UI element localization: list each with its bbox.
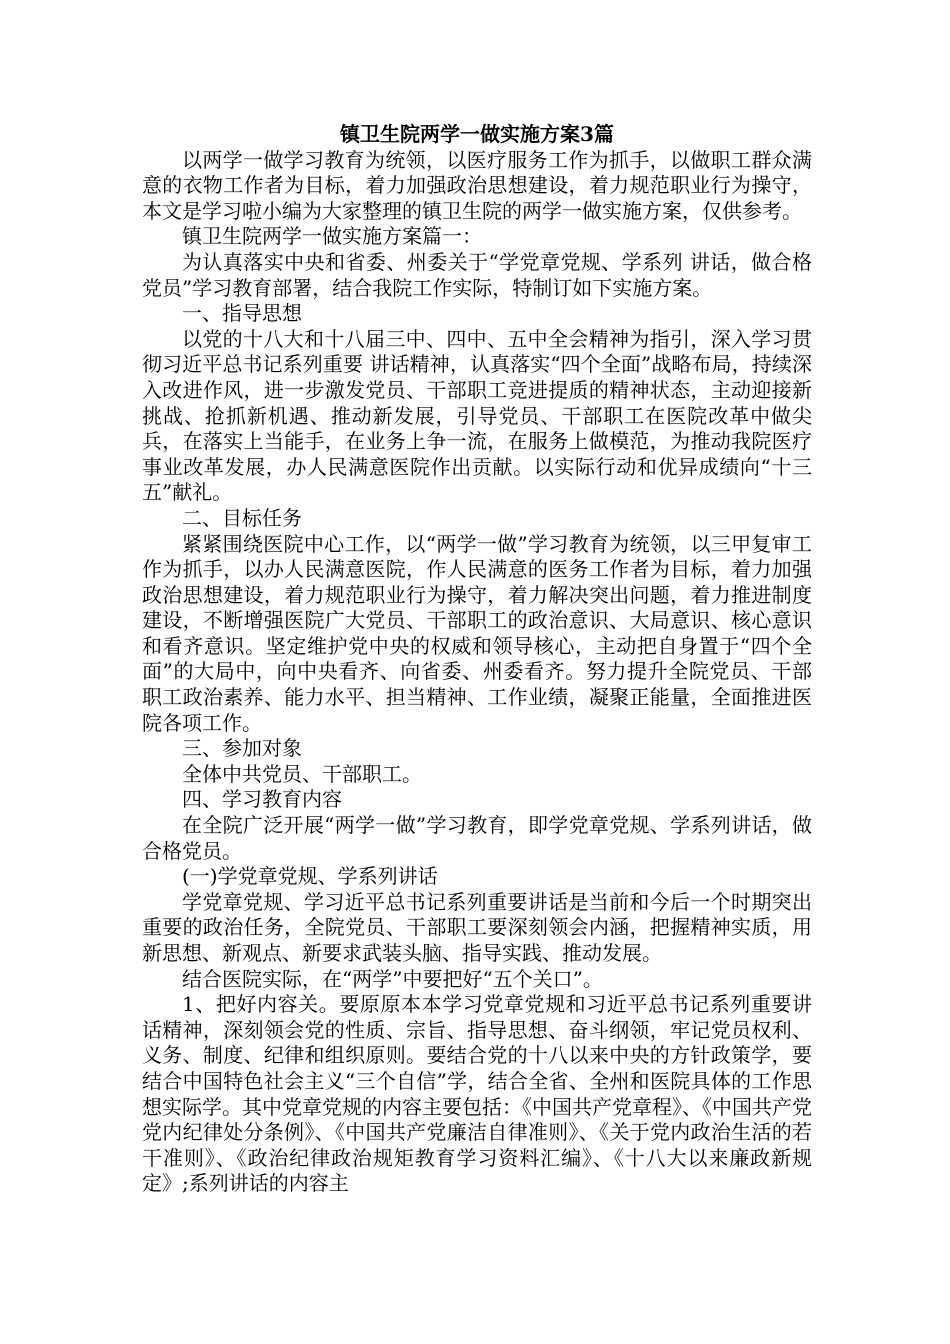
- paragraph-five-checkpoints: 结合医院实际，在“两学”中要把好“五个关口”。: [182, 966, 603, 991]
- document-page: [142, 122, 812, 1197]
- paragraph-guiding-thought: 以党的十八大和十八届三中、四中、五中全会精神为指引，深入学习贯彻习近平总书记系列重要 讲话精神，认真落实“四个全面”战略布局，持续深入改进作风，进一步激发党员、干部职工竞进提质的精神状态，主动迎接新挑战、抢抓新机遇、推动新发展，引导党员、干部职工在医院改革中做尖兵，在落实上当能手，在业务上争一流，在服务上做模范，为推动我院医疗事业改革发展，办人民满意医院作出贡献。以实际行动和优异成绩向“十三五”献礼。: [142, 326, 812, 505]
- subheading-study: (一)学党章党规、学系列讲话: [182, 864, 438, 889]
- paragraph-content: 在全院广泛开展“两学一做”学习教育，即学党章党规、学系列讲话，做合格党员。: [142, 813, 812, 863]
- heading-participants: 三、参加对象: [182, 736, 302, 761]
- paragraph-content-checkpoint: 1、把好内容关。要原原本本学习党章党规和习近平总书记系列重要讲话精神，深刻领会党的性质、宗旨、指导思想、奋斗纲领，牢记党员权利、义务、制度、纪律和组织原则。要结合党的十八以来中央的方针政策学，要结合中国特色社会主义“三个自信”学，结合全省、全州和医院具体的工作思想实际学。其中党章党规的内容主要包括：《中国共产党章程》、《中国共产党党内纪律处分条例》、《中国共产党廉洁自律准则》、《关于党内政治生活的若干准则》、《政治纪律政治规矩教育学习资料汇编》、《十八大以来廉政新规定》;系列讲话的内容主: [142, 992, 812, 1196]
- paragraph-section-heading: 镇卫生院两学一做实施方案篇一：: [182, 224, 482, 249]
- paragraph-preamble: 为认真落实中央和省委、州委关于“学党章党规、学系列 讲话，做合格党员”学习教育部署，结合我院工作实际，特制订如下实施方案。: [142, 249, 812, 300]
- paragraph-intro: 以两学一做学习教育为统领，以医疗服务工作为抓手，以做职工群众满意的衣物工作者为目标，着力加强政治思想建设，着力规范职业行为操守，本文是学习啦小编为大家整理的镇卫生院的两学一做实施方案，仅供参考。: [142, 147, 812, 223]
- paragraph-goals: 紧紧围绕医院中心工作，以“两学一做”学习教育为统领，以三甲复审工作为抓手，以办人民满意医院，作人民满意的医务工作者为目标，着力加强政治思想建设，着力规范职业行为操守，着力解决突出问题，着力推进制度建设，不断增强医院广大党员、干部职工的政治意识、大局意识、核心意识和看齐意识。坚定维护党中央的权威和领导核心，主动把自身置于“四个全面”的大局中，向中央看齐、向省委、州委看齐。努力提升全院党员、干部职工政治素养、能力水平、担当精神、工作业绩，凝聚正能量，全面推进医院各项工作。: [142, 531, 812, 735]
- heading-goals: 二、目标任务: [182, 505, 302, 530]
- paragraph-study: 学党章党规、学习近平总书记系列重要讲话是当前和今后一个时期突出重要的政治任务，全院党员、干部职工要深刻领会内涵，把握精神实质，用新思想、新观点、新要求武装头脑、指导实践、推动发展。: [142, 889, 812, 965]
- heading-guiding-thought: 一、指导思想: [182, 301, 302, 326]
- document-title: 镇卫生院两学一做实施方案3篇: [340, 122, 614, 146]
- heading-content: 四、学习教育内容: [182, 787, 342, 812]
- paragraph-participants: 全体中共党员、干部职工。: [182, 761, 422, 786]
